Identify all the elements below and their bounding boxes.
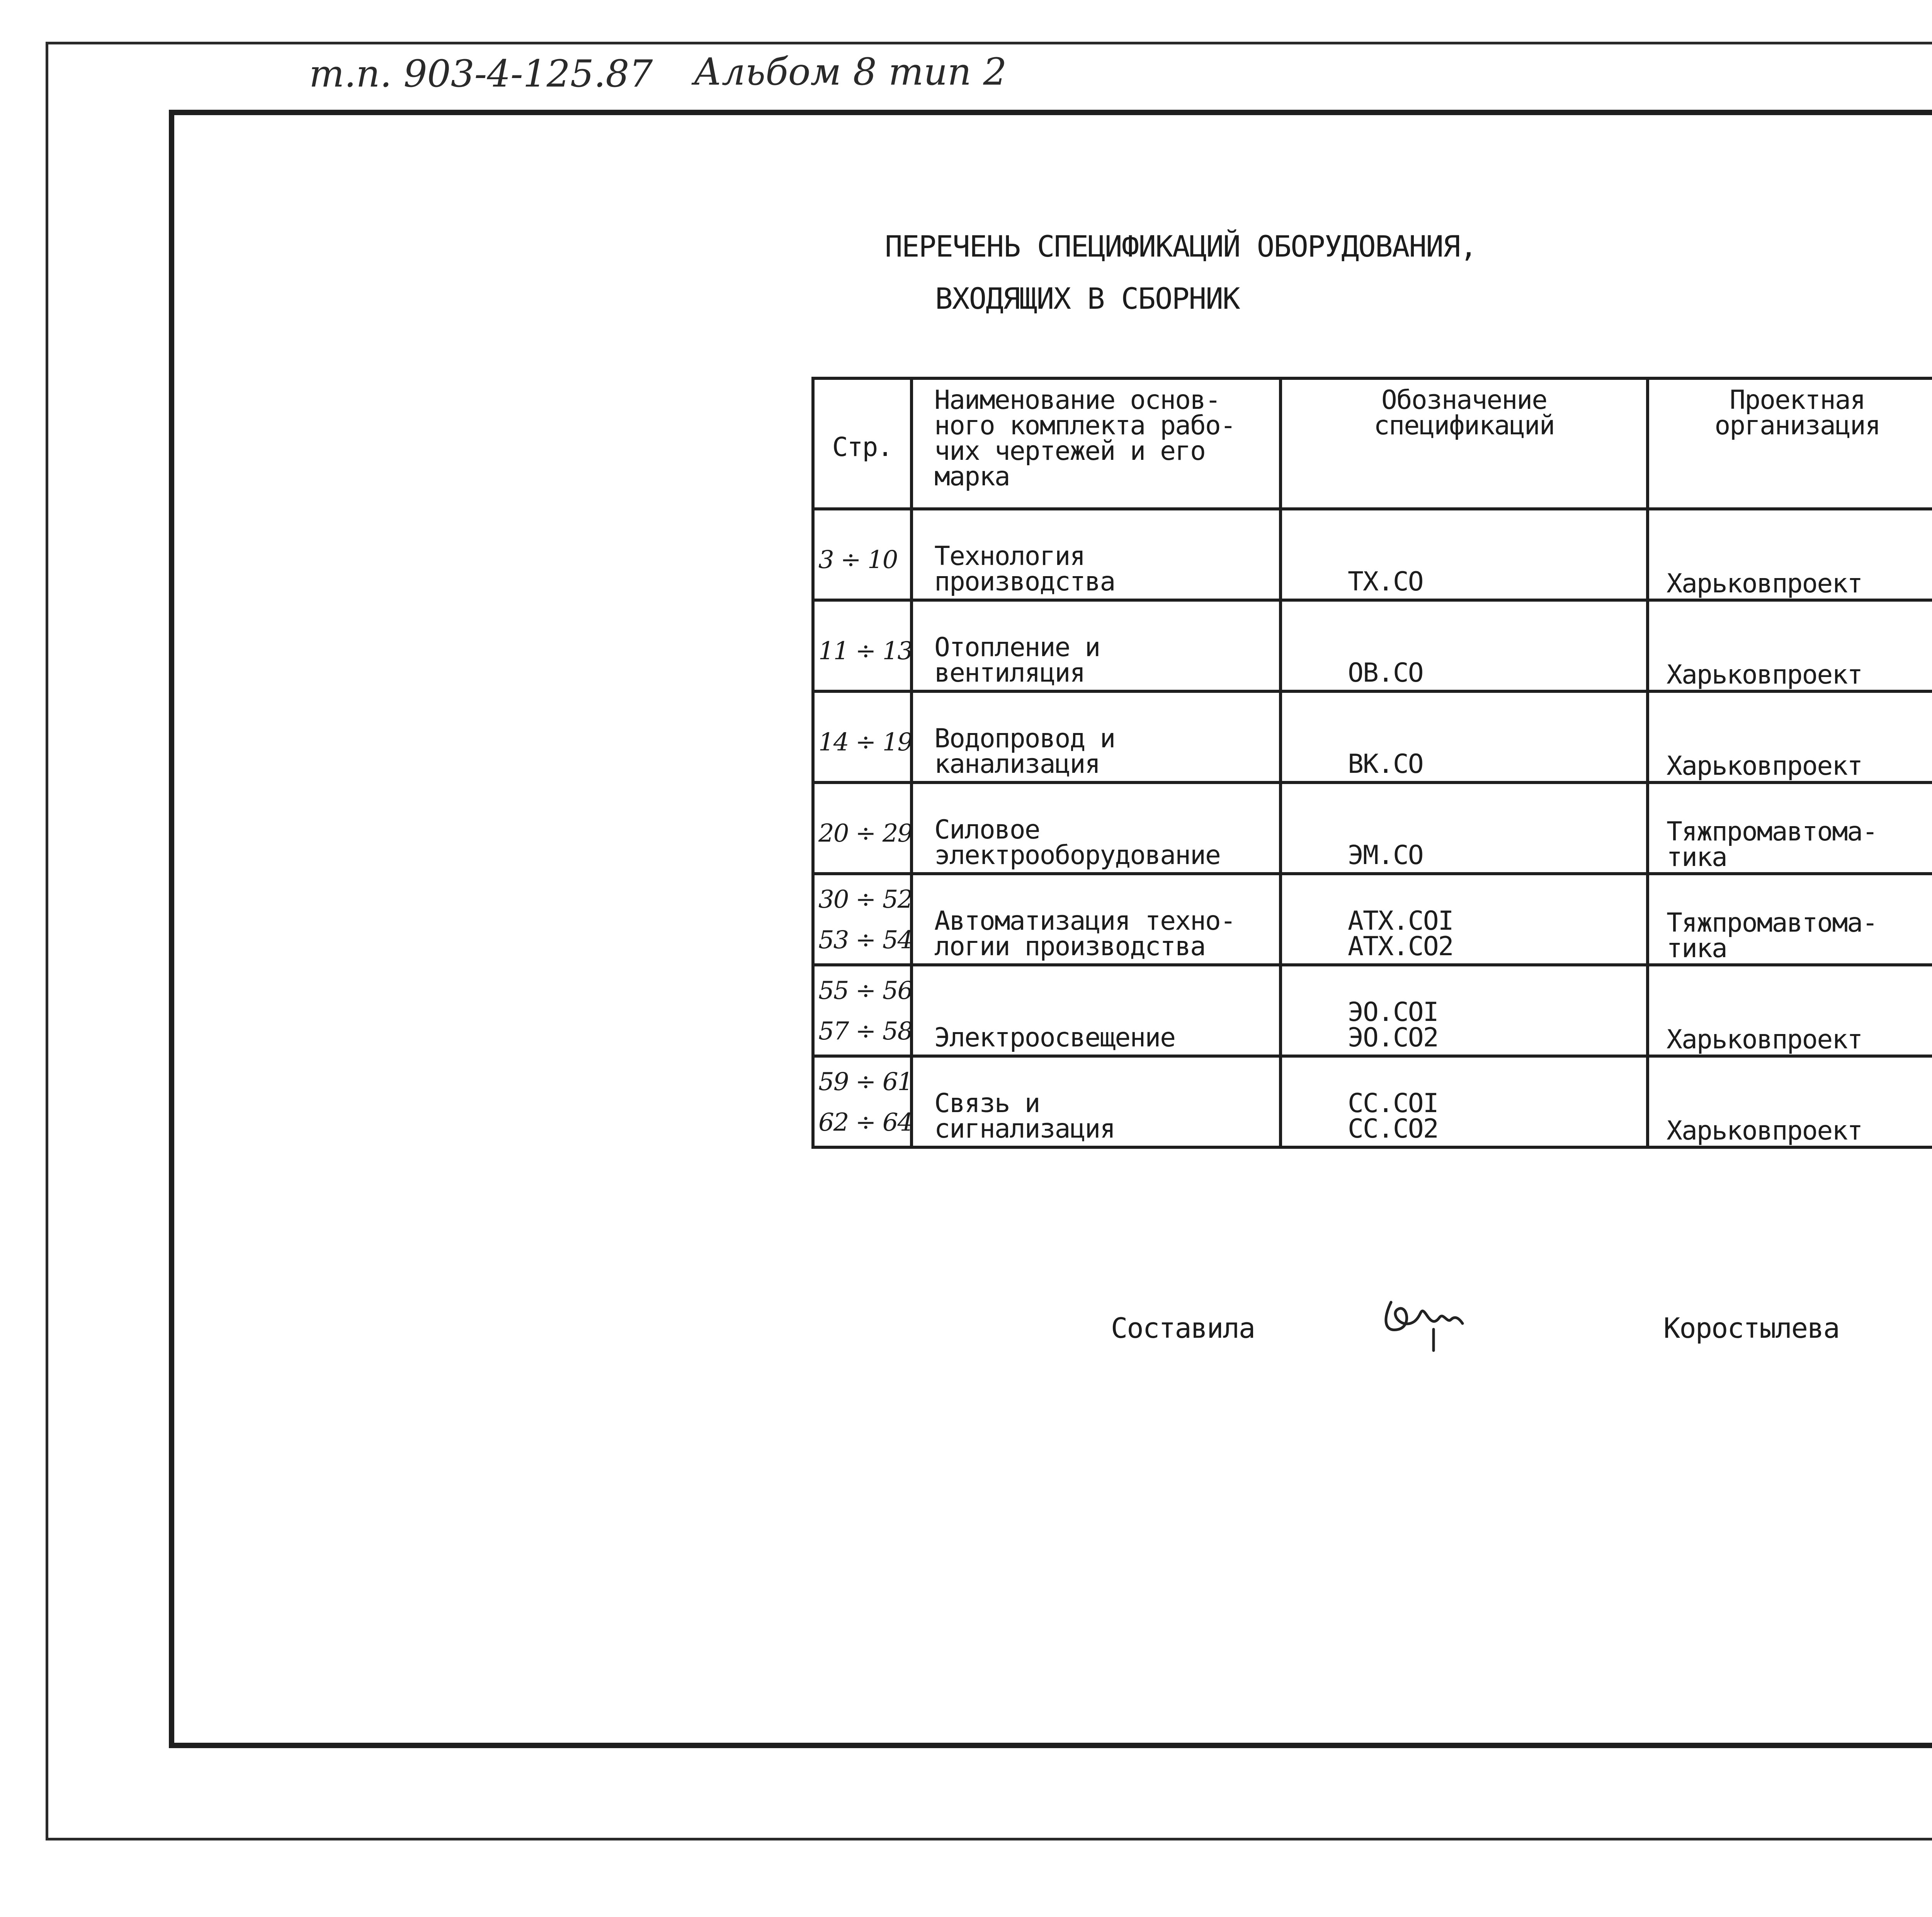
header-designation: Обозначение спецификаций xyxy=(1281,378,1648,509)
row-org: Харьковпроект xyxy=(1667,1024,1862,1055)
row-designation: ТХ.СО xyxy=(1348,566,1423,597)
page-range: 30 ÷ 52 xyxy=(818,885,913,914)
table-header-row xyxy=(813,378,1932,509)
row-pages xyxy=(813,509,912,600)
row-name: Водопровод и канализация xyxy=(934,723,1115,779)
table-row xyxy=(813,691,1932,782)
row-designation-cell xyxy=(1281,509,1648,600)
row-org: Тяжпромавтома- тика xyxy=(1667,816,1878,873)
header-pages: Стр. xyxy=(813,378,912,509)
row-org: Харьковпроект xyxy=(1667,751,1862,781)
row-pages xyxy=(813,782,912,874)
row-pages xyxy=(813,874,912,965)
table-row xyxy=(813,874,1932,965)
page-range: 20 ÷ 29 xyxy=(818,819,913,848)
row-pages xyxy=(813,691,912,782)
row-name: Отопление и вентиляция xyxy=(934,632,1100,688)
row-designation: ВК.СО xyxy=(1348,749,1423,779)
row-designation-cell xyxy=(1281,600,1648,691)
row-name: Автоматизация техно- логии производства xyxy=(934,906,1235,962)
page-range: 14 ÷ 19 xyxy=(818,728,913,757)
page-range: 11 ÷ 13 xyxy=(818,637,913,665)
row-pages xyxy=(813,965,912,1056)
row-name-cell xyxy=(912,965,1281,1056)
project-code: т.п. 903-4-125.87 xyxy=(309,52,653,95)
row-name: Силовое электрооборудование xyxy=(934,815,1220,871)
row-org-cell xyxy=(1648,509,1932,600)
row-designation-cell xyxy=(1281,874,1648,965)
page-range: 62 ÷ 64 xyxy=(818,1108,913,1137)
page-range: 53 ÷ 54 xyxy=(818,926,913,954)
row-designation: ОВ.СО xyxy=(1348,658,1423,688)
table-row xyxy=(813,509,1932,600)
row-pages xyxy=(813,1056,912,1147)
row-name-cell xyxy=(912,1056,1281,1147)
header-name: Наименование основ- ного комплекта рабо- чих чертежей и его марка xyxy=(912,378,1281,509)
row-name-cell xyxy=(912,782,1281,874)
table-row xyxy=(813,782,1932,874)
row-name-cell xyxy=(912,874,1281,965)
row-designation: ЭО.СОI ЭО.СО2 xyxy=(1348,997,1438,1053)
row-org-cell xyxy=(1648,600,1932,691)
album-label: Альбом 8 тип 2 xyxy=(694,50,1007,94)
row-designation: ЭМ.СО xyxy=(1348,840,1423,871)
header-org: Проектная организация xyxy=(1648,378,1932,509)
row-name-cell xyxy=(912,509,1281,600)
row-designation: АТХ.СОI АТХ.СО2 xyxy=(1348,906,1453,962)
page-range: 3 ÷ 10 xyxy=(818,546,898,574)
row-designation-cell xyxy=(1281,965,1648,1056)
row-org: Харьковпроект xyxy=(1667,660,1862,690)
table-row xyxy=(813,965,1932,1056)
page-range: 59 ÷ 61 xyxy=(818,1068,913,1096)
row-designation: СС.СОI СС.СО2 xyxy=(1348,1088,1438,1144)
page-range: 55 ÷ 56 xyxy=(818,976,913,1005)
row-org-cell xyxy=(1648,691,1932,782)
row-name: Связь и сигнализация xyxy=(934,1088,1115,1144)
row-designation-cell xyxy=(1281,1056,1648,1147)
table-row xyxy=(813,600,1932,691)
spec-table xyxy=(811,377,1932,1149)
signature-mark xyxy=(1376,1287,1468,1352)
table-row xyxy=(813,1056,1932,1147)
row-name: Технология производства xyxy=(934,541,1115,597)
row-pages xyxy=(813,600,912,691)
row-org: Харьковпроект xyxy=(1667,1116,1862,1146)
compiler-name: Коростылева xyxy=(1663,1312,1839,1344)
title-line-2: ВХОДЯЩИХ В СБОРНИК xyxy=(935,281,1240,316)
row-designation-cell xyxy=(1281,691,1648,782)
page-title xyxy=(885,220,1476,325)
title-line-1: ПЕРЕЧЕНЬ СПЕЦИФИКАЦИЙ ОБОРУДОВАНИЯ, xyxy=(885,229,1477,264)
row-org-cell xyxy=(1648,965,1932,1056)
row-org: Тяжпромавтома- тика xyxy=(1667,908,1878,964)
row-name-cell xyxy=(912,691,1281,782)
row-org: Харьковпроект xyxy=(1667,568,1862,599)
row-org-cell xyxy=(1648,782,1932,874)
row-org-cell xyxy=(1648,874,1932,965)
compiled-by-label: Составила xyxy=(1111,1312,1255,1344)
page-range: 57 ÷ 58 xyxy=(818,1017,913,1046)
row-designation-cell xyxy=(1281,782,1648,874)
row-name: Электроосвещение xyxy=(934,1022,1175,1053)
row-org-cell xyxy=(1648,1056,1932,1147)
row-name-cell xyxy=(912,600,1281,691)
